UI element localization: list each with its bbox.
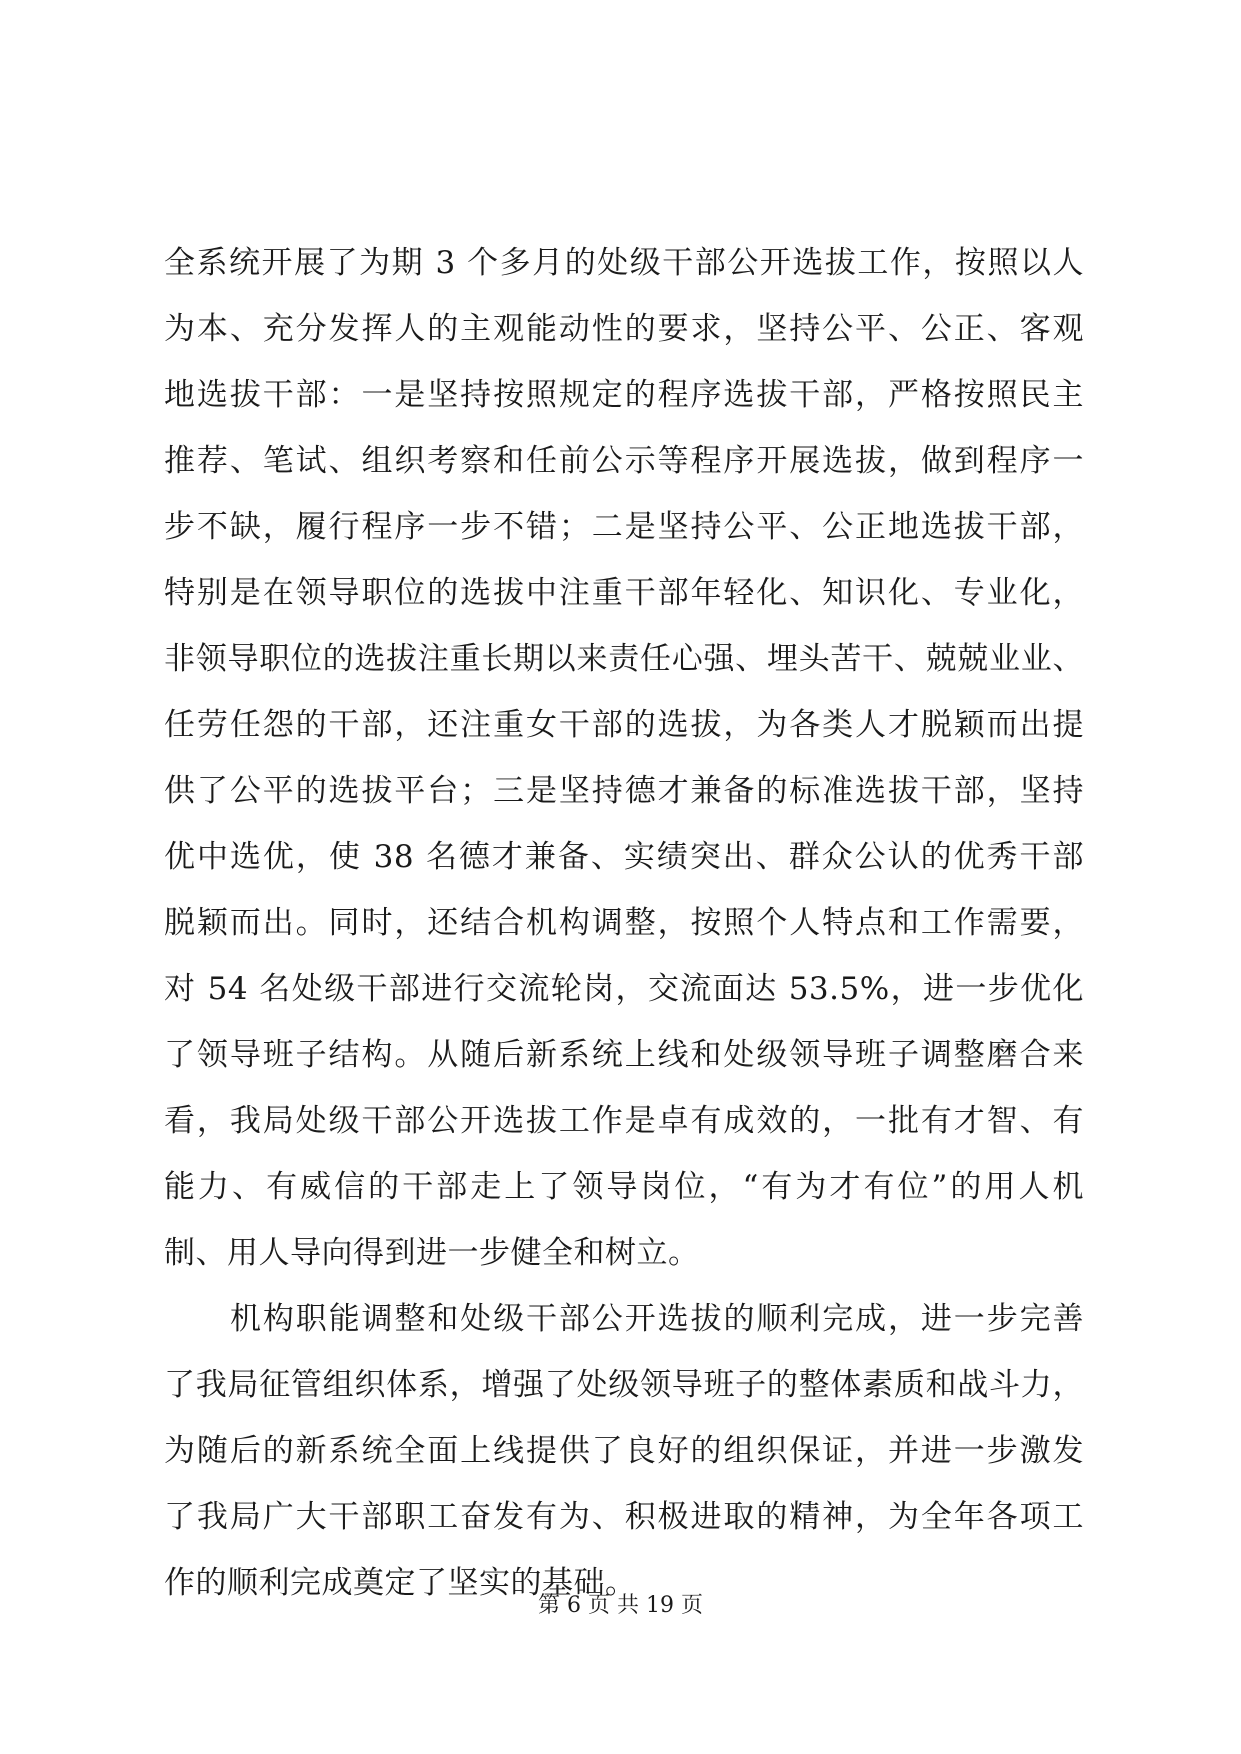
text-line: 供了公平的选拔平台；三是坚持德才兼备的标准选拔干部，坚持	[164, 773, 1084, 809]
text-line: 了我局广大干部职工奋发有为、积极进取的精神，为全年各项工	[164, 1499, 1084, 1535]
text-line: 作的顺利完成奠定了坚实的基础。	[164, 1565, 637, 1601]
text-line: 看，我局处级干部公开选拔工作是卓有成效的，一批有才智、有	[164, 1103, 1084, 1139]
text-line: 地选拔干部：一是坚持按照规定的程序选拔干部，严格按照民主	[164, 377, 1084, 413]
text-line: 优中选优，使 38 名德才兼备、实绩突出、群众公认的优秀干部	[164, 839, 1084, 875]
paragraph-1	[164, 230, 1084, 1286]
text-line: 特别是在领导职位的选拔中注重干部年轻化、知识化、专业化，	[164, 575, 1084, 611]
text-line: 全系统开展了为期 3 个多月的处级干部公开选拔工作，按照以人	[164, 245, 1084, 281]
text-line: 为本、充分发挥人的主观能动性的要求，坚持公平、公正、客观	[164, 311, 1084, 347]
text-line: 制、用人导向得到进一步健全和树立。	[164, 1235, 700, 1271]
page-number: 第 6 页 共 19 页	[538, 1593, 703, 1618]
text-line: 任劳任怨的干部，还注重女干部的选拔，为各类人才脱颖而出提	[164, 707, 1084, 743]
text-line: 为随后的新系统全面上线提供了良好的组织保证，并进一步激发	[164, 1433, 1084, 1469]
text-line: 推荐、笔试、组织考察和任前公示等程序开展选拔，做到程序一	[164, 443, 1084, 479]
text-line: 步不缺，履行程序一步不错；二是坚持公平、公正地选拔干部，	[164, 509, 1084, 545]
text-line: 非领导职位的选拔注重长期以来责任心强、埋头苦干、兢兢业业、	[164, 641, 1084, 677]
text-line: 机构职能调整和处级干部公开选拔的顺利完成，进一步完善	[230, 1301, 1084, 1337]
text-line: 对 54 名处级干部进行交流轮岗，交流面达 53.5%，进一步优化	[164, 971, 1084, 1007]
text-line: 脱颖而出。同时，还结合机构调整，按照个人特点和工作需要，	[164, 905, 1084, 941]
text-line: 了我局征管组织体系，增强了处级领导班子的整体素质和战斗力，	[164, 1367, 1084, 1403]
body-text	[164, 230, 1084, 1616]
paragraph-2	[164, 1286, 1084, 1616]
text-line: 能力、有威信的干部走上了领导岗位，“有为才有位”的用人机	[164, 1169, 1084, 1205]
text-line: 了领导班子结构。从随后新系统上线和处级领导班子调整磨合来	[164, 1037, 1084, 1073]
